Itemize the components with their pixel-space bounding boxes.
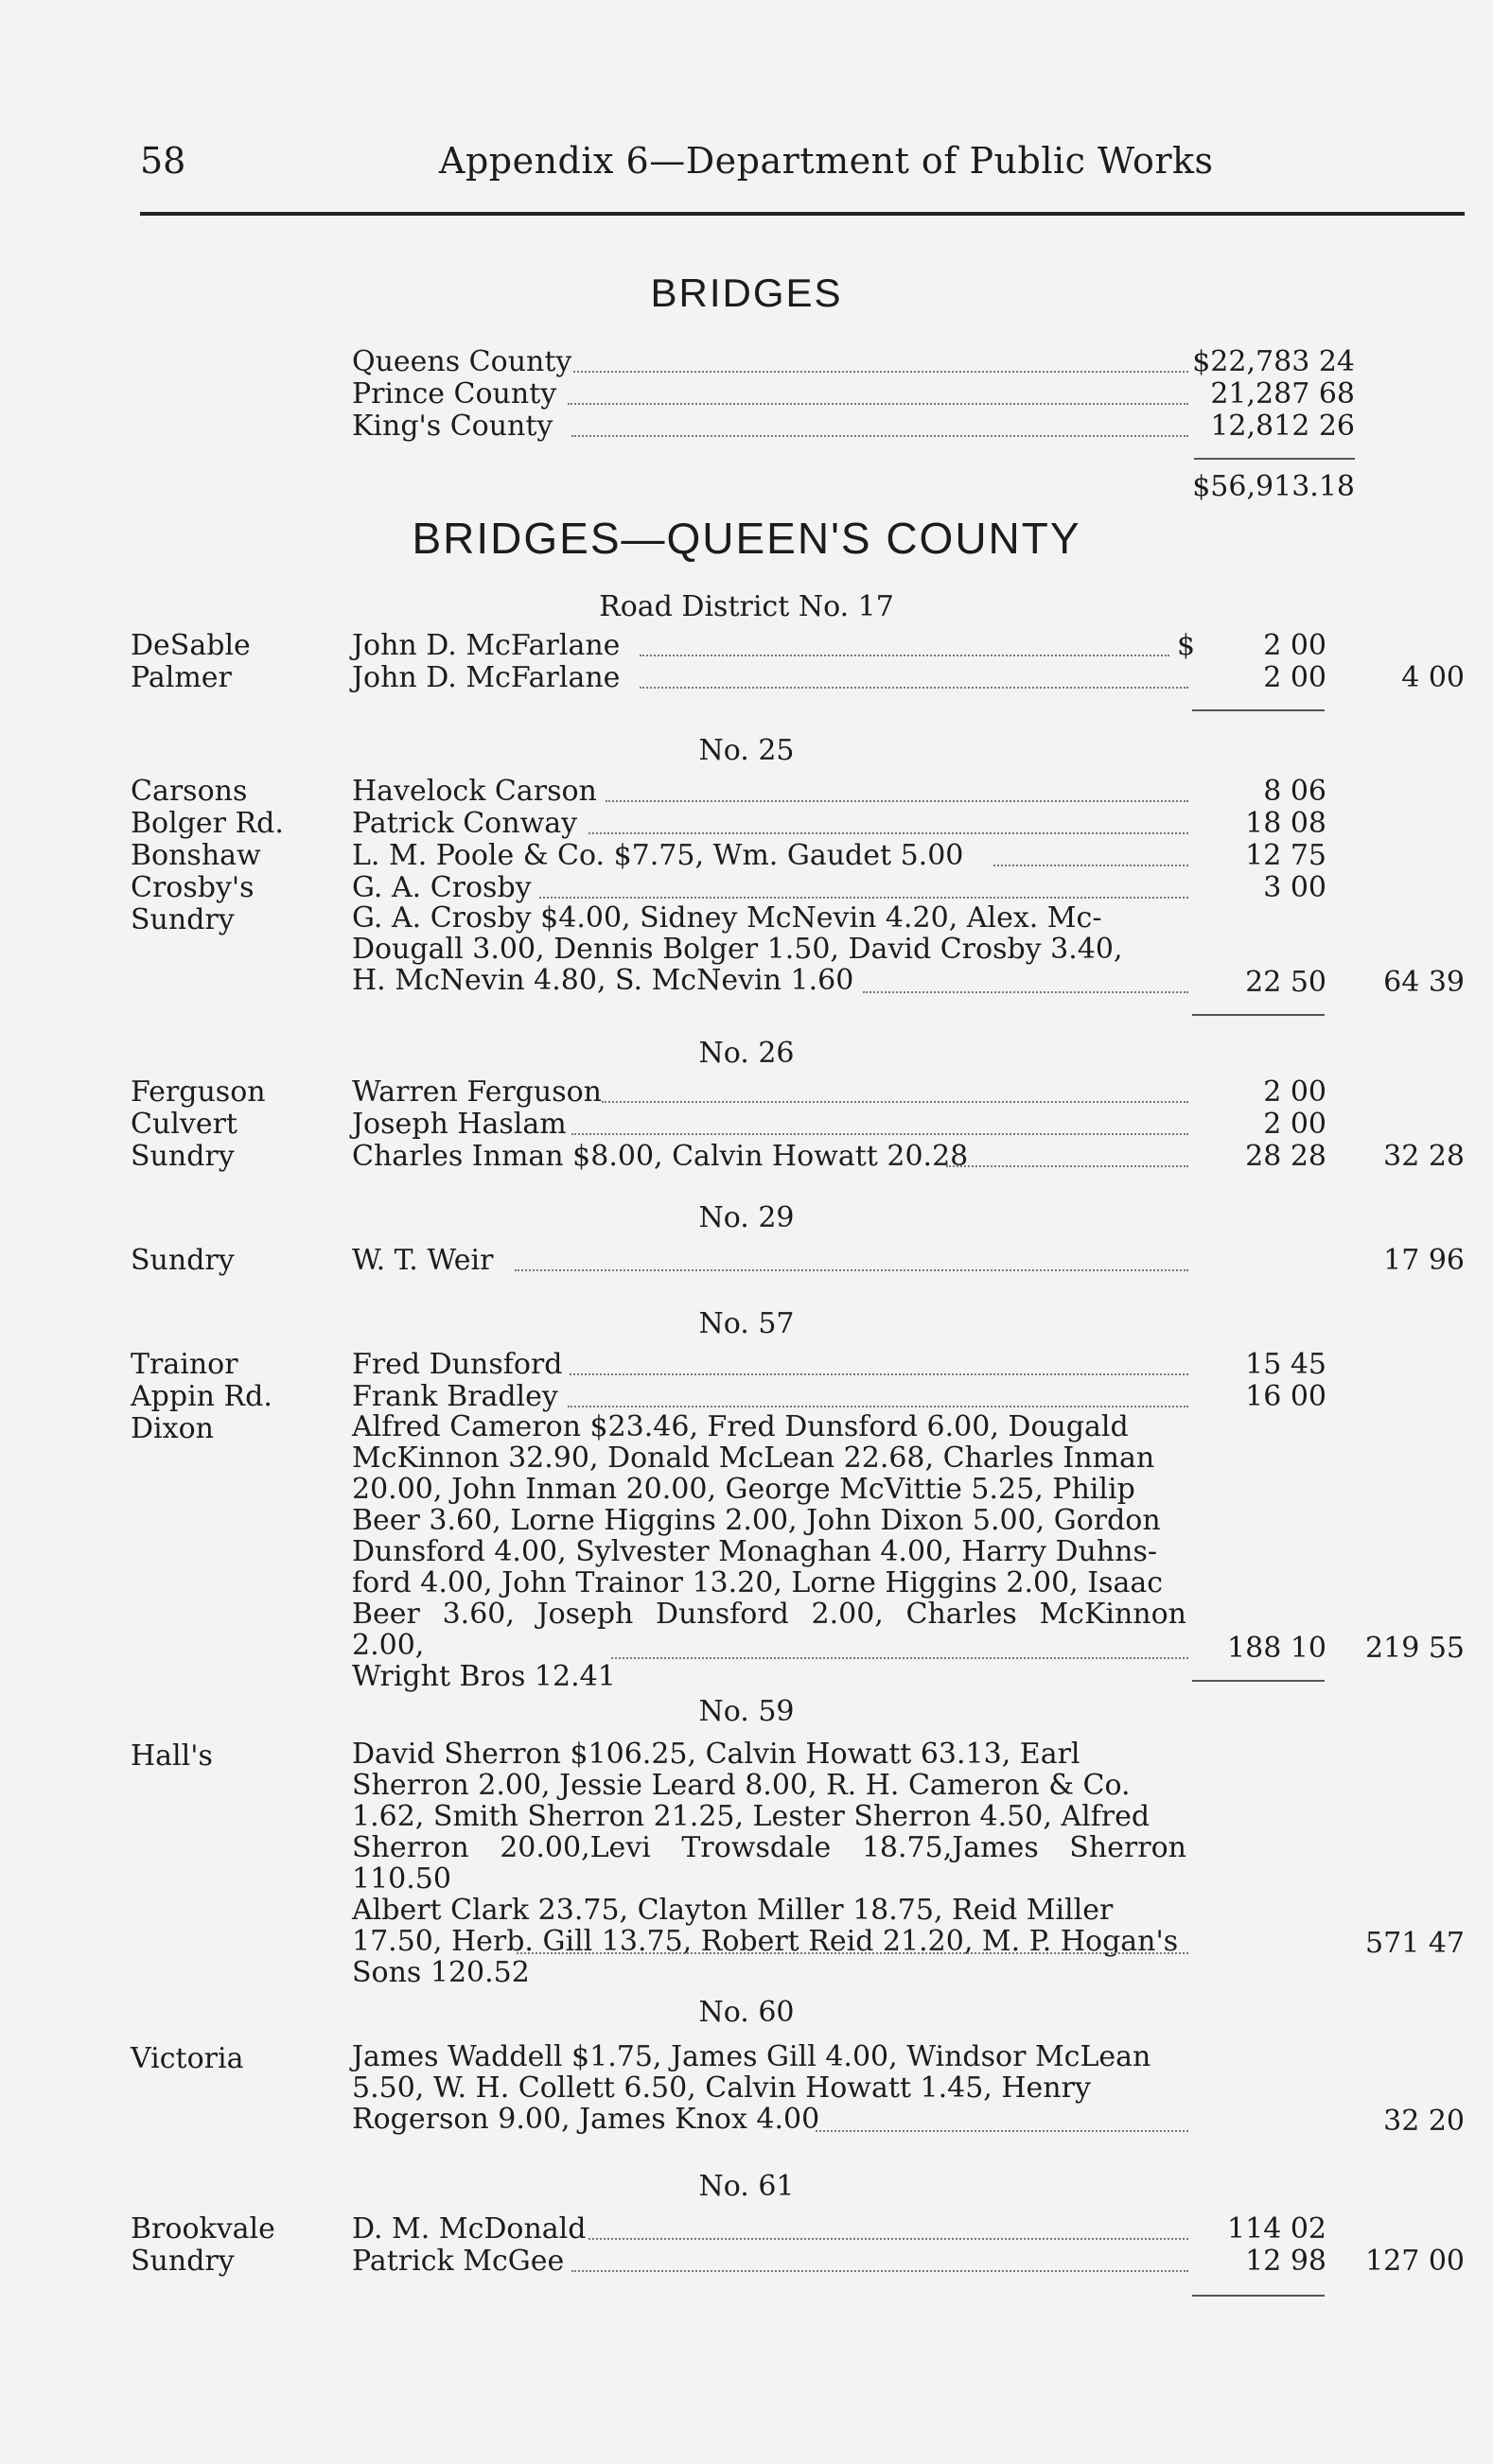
sum-rule [1194, 458, 1355, 460]
header-rule [140, 212, 1465, 216]
dixon-paragraph: Alfred Cameron $23.46, Fred Dunsford 6.00, Dougald McKinnon 32.90, Donald McLean 22.68, Charles Inman 20.00, John Inman 20.00, George McVittie 5.25, Philip Beer 3.60, Lorne Higgins 2.00, John Dixon 5.00, Gordon Dunsford 4.00, Sylvester Monaghan 4.00, Harry Duhns- ford 4.00, John Trainor 13.20, Lorne Higgins 2.00, Isaac Beer 3.60, Joseph Dunsford 2.00, Charles McKinnon 2.00, Wright Bros 12.41 [352, 1410, 1186, 1693]
sum-rule [1192, 709, 1325, 711]
table-row: Bonshaw L. M. Poole & Co. $7.75, Wm. Gaudet 5.00 12 75 [131, 839, 1326, 872]
summary-row: King's County 12,812 26 [352, 410, 1355, 443]
table-row: Sundry W. T. Weir 17 96 [131, 1244, 1465, 1277]
running-head: Appendix 6—Department of Public Works [439, 140, 1214, 182]
table-row: Palmer John D. McFarlane 2 00 4 00 [131, 661, 1465, 694]
table-row: 22 50 64 39 [0, 967, 1493, 999]
district-heading: Road District No. 17 [599, 590, 894, 623]
summary-row: Prince County 21,287 68 [352, 377, 1355, 411]
table-row: DeSable John D. McFarlane $ 2 00 [131, 629, 1326, 662]
district-heading: No. 29 [698, 1201, 795, 1234]
sum-rule [1192, 2295, 1325, 2297]
table-row: Trainor Fred Dunsford 15 45 [131, 1348, 1326, 1381]
table-row: Bolger Rd. Patrick Conway 18 08 [131, 807, 1326, 840]
table-row: Carsons Havelock Carson 8 06 [131, 775, 1326, 808]
victoria-paragraph: James Waddell $1.75, James Gill 4.00, Windsor McLean 5.50, W. H. Collett 6.50, Calvin Howatt 1.45, Henry Rogerson 9.00, James Knox 4.00 [352, 2040, 1151, 2136]
sum-rule [1192, 1680, 1325, 1682]
table-row: Hall's [131, 1739, 213, 1773]
table-row: Victoria [131, 2042, 244, 2075]
table-row: Culvert Joseph Haslam 2 00 [131, 1108, 1326, 1141]
district-heading: No. 60 [698, 1996, 795, 2029]
table-row: Crosby's G. A. Crosby 3 00 [131, 871, 1326, 904]
bridges-title: BRIDGES [650, 271, 843, 315]
sum-rule [1192, 1014, 1325, 1016]
district-heading: No. 61 [698, 2170, 795, 2203]
table-row: 188 10 219 55 [0, 1633, 1493, 1665]
page-header [140, 140, 1465, 197]
district-heading: No. 57 [698, 1307, 795, 1340]
page-number: 58 [140, 140, 186, 182]
summary-total-row [0, 471, 1493, 503]
district-heading: No. 25 [698, 734, 795, 767]
summary-row: Queens County $22,783 24 [352, 345, 1355, 378]
table-row: Sundry Charles Inman $8.00, Calvin Howatt 20.28 28 28 32 28 [131, 1140, 1465, 1173]
summary-total: $56,913.18 [1192, 470, 1355, 503]
table-row: Sundry Patrick McGee 12 98 127 00 [131, 2245, 1465, 2278]
district-heading: No. 59 [698, 1695, 795, 1728]
table-row: Ferguson Warren Ferguson 2 00 [131, 1075, 1326, 1109]
table-row: Appin Rd. Frank Bradley 16 00 [131, 1380, 1326, 1413]
table-row: 32 20 [0, 2106, 1493, 2138]
sundry-paragraph: G. A. Crosby $4.00, Sidney McNevin 4.20, Alex. Mc- Dougall 3.00, Dennis Bolger 1.50, David Crosby 3.40, H. McNevin 4.80, S. McNevin 1.60 [352, 901, 1123, 997]
table-row: 571 47 [0, 1928, 1493, 1960]
halls-paragraph: David Sherron $106.25, Calvin Howatt 63.13, Earl Sherron 2.00, Jessie Leard 8.00, R. H. Cameron & Co. 1.62, Smith Sherron 21.25, Lester Sherron 4.50, Alfred Sherron 20.00,Levi Trowsdale 18.75,James Sherron 110.50 Albert Clark 23.75, Clayton Miller 18.75, Reid Miller 17.50, Herb. Gill 13.75, Robert Reid 21.20, M. P. Hogan's Sons 120.52 [352, 1738, 1186, 1989]
table-row: Dixon [131, 1412, 214, 1445]
district-heading: No. 26 [698, 1037, 795, 1070]
table-row: Sundry [131, 903, 235, 936]
queens-title: BRIDGES—QUEEN'S COUNTY [412, 514, 1081, 563]
table-row: Brookvale D. M. McDonald 114 02 [131, 2212, 1326, 2246]
